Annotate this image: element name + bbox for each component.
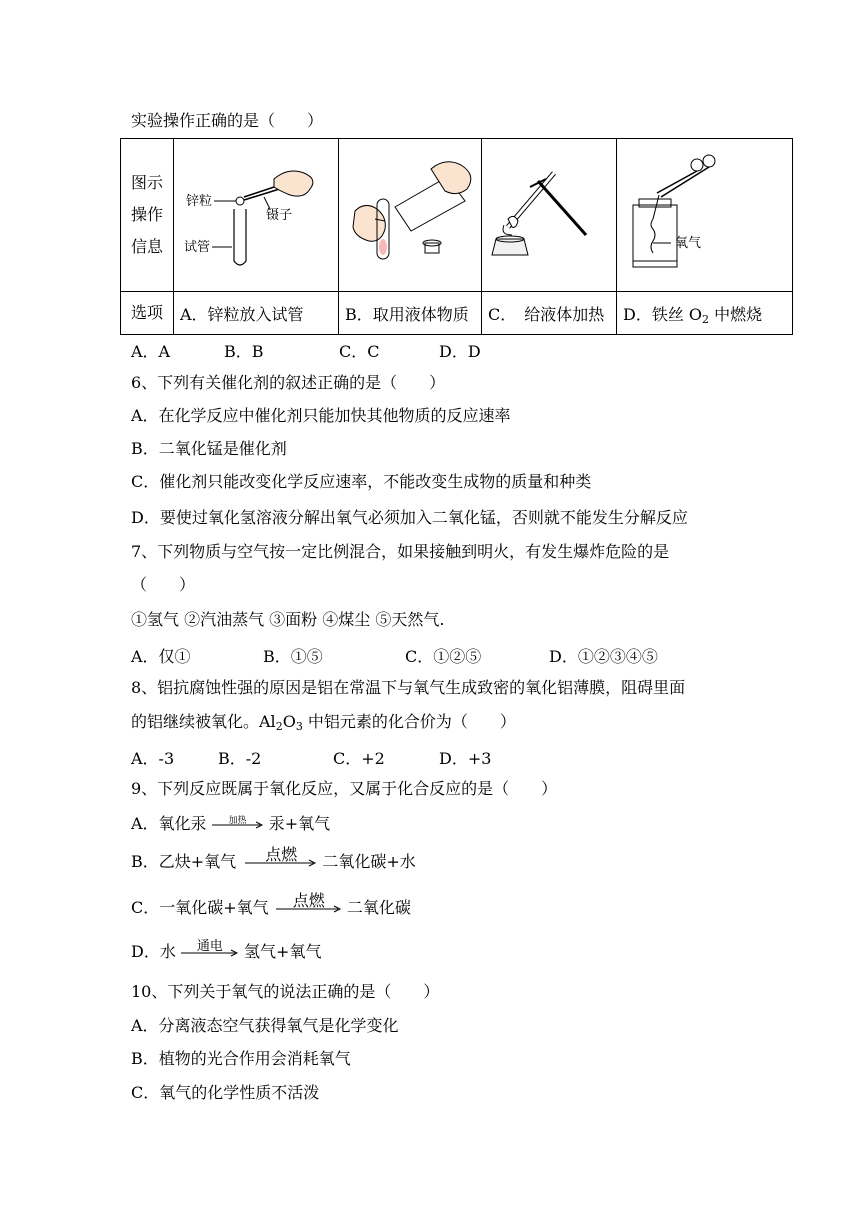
- q9-b-condition: 点燃: [265, 844, 298, 864]
- tweezers-label: 镊子: [266, 208, 293, 223]
- q8-line-2-pre: 的铝继续被氧化。Al: [131, 712, 276, 731]
- zinc-into-tube-figure: [174, 139, 338, 287]
- arrow-icon: [245, 844, 317, 867]
- experiment-table: [120, 138, 793, 335]
- q5-option-c[interactable]: C．C: [339, 342, 380, 361]
- q9-d-product: 氢气+氧气: [244, 942, 322, 961]
- q5-option-b[interactable]: B．B: [224, 342, 264, 361]
- q6-option-a[interactable]: A．在化学反应中催化剂只能加快其他物质的反应速率: [131, 406, 511, 425]
- q9-c-condition: 点燃: [292, 890, 325, 910]
- q10-option-c[interactable]: C．氧气的化学性质不活泼: [131, 1083, 320, 1102]
- q9-d-condition: 通电: [196, 938, 223, 954]
- q8-line-1: 8、铝抗腐蚀性强的原因是铝在常温下与氧气生成致密的氧化铝薄膜，阻碍里面: [131, 678, 686, 697]
- arrow-icon: [276, 890, 342, 913]
- header-line-3: 信息: [130, 237, 163, 256]
- figure-b-cell: [339, 139, 482, 292]
- q7-stem-bracket: （ ）: [131, 575, 196, 594]
- q6-option-c[interactable]: C．催化剂只能改变化学反应速率，不能改变生成物的质量和种类: [131, 472, 592, 491]
- figure-c-cell: [482, 139, 617, 292]
- q9-d-reactant: D．水: [131, 942, 176, 961]
- iron-wire-burning-figure: [617, 139, 792, 287]
- header-option: 选项: [121, 292, 174, 335]
- question-intro: 实验操作正确的是（ ）: [131, 111, 324, 130]
- q8-line-2-post: 中铝元素的化合价为（ ）: [302, 712, 516, 731]
- header-diagram-info: [121, 139, 174, 292]
- q8-option-c[interactable]: C．+2: [333, 749, 385, 768]
- q9-option-d[interactable]: [131, 938, 322, 962]
- q9-option-b[interactable]: [131, 844, 416, 872]
- liquid-pouring-figure: [339, 139, 481, 287]
- caption-b: B．取用液体物质: [339, 292, 482, 335]
- q9-a-reactant: A．氧化汞: [131, 814, 207, 833]
- q9-option-c[interactable]: [131, 890, 411, 918]
- zinc-label: 锌粒: [186, 194, 213, 209]
- figure-a-cell: [174, 139, 339, 292]
- q10-option-b[interactable]: B．植物的光合作用会消耗氧气: [131, 1049, 351, 1068]
- q8-option-b[interactable]: B．-2: [218, 749, 262, 768]
- q7-option-a[interactable]: A．仅①: [131, 647, 191, 666]
- q8-mid: O: [282, 712, 296, 731]
- q9-b-reactant: B．乙炔+氧气: [131, 852, 237, 871]
- q10-stem: 10、下列关于氧气的说法正确的是（ ）: [131, 982, 440, 1001]
- q8-line-2: [131, 712, 516, 732]
- q8-option-a[interactable]: A．-3: [131, 749, 175, 768]
- q9-stem: 9、下列反应既属于氧化反应，又属于化合反应的是（ ）: [131, 779, 558, 798]
- q9-b-product: 二氧化碳+水: [322, 852, 416, 871]
- caption-d-suffix: 中燃烧: [709, 304, 763, 324]
- tube-label: 试管: [184, 240, 211, 255]
- caption-a: A．锌粒放入试管: [174, 292, 339, 335]
- q7-option-b[interactable]: B．①⑤: [263, 647, 323, 666]
- liquid-heating-figure: [482, 139, 616, 287]
- q6-stem: 6、下列有关催化剂的叙述正确的是（ ）: [131, 373, 446, 392]
- q10-option-a[interactable]: A．分离液态空气获得氧气是化学变化: [131, 1016, 399, 1035]
- figure-d-cell: [617, 139, 793, 292]
- caption-d: [617, 292, 793, 335]
- caption-d-sub: 2: [702, 312, 710, 326]
- arrow-icon: [212, 815, 264, 829]
- q7-items: ①氢气 ②汽油蒸气 ③面粉 ④煤尘 ⑤天然气.: [131, 610, 445, 629]
- header-line-1: 图示: [130, 173, 163, 192]
- q9-a-condition: 加热: [228, 815, 247, 826]
- q8-sub-1: 2: [275, 720, 283, 733]
- header-line-2: 操作: [130, 205, 163, 224]
- arrow-icon: [181, 938, 239, 957]
- q7-option-d[interactable]: D．①②③④⑤: [549, 647, 658, 666]
- q7-option-c[interactable]: C．①②⑤: [405, 647, 482, 666]
- q6-option-b[interactable]: B．二氧化锰是催化剂: [131, 439, 287, 458]
- q5-option-a[interactable]: A．A: [131, 342, 171, 361]
- q9-option-a[interactable]: [131, 814, 330, 834]
- caption-c: C． 给液体加热: [482, 292, 617, 335]
- caption-d-prefix: D．铁丝 O: [623, 304, 703, 324]
- q8-option-d[interactable]: D．+3: [439, 749, 492, 768]
- q8-sub-2: 3: [295, 720, 303, 733]
- q9-c-product: 二氧化碳: [346, 898, 411, 917]
- q5-option-d[interactable]: D．D: [439, 342, 481, 361]
- q6-option-d[interactable]: D．要使过氧化氢溶液分解出氧气必须加入二氧化锰，否则就不能发生分解反应: [131, 508, 688, 527]
- q7-stem: 7、下列物质与空气按一定比例混合，如果接触到明火，有发生爆炸危险的是: [131, 542, 670, 561]
- q9-c-reactant: C．一氧化碳+氧气: [131, 898, 269, 917]
- q9-a-product: 汞+氧气: [268, 814, 331, 833]
- oxygen-label: 氧气: [675, 236, 702, 251]
